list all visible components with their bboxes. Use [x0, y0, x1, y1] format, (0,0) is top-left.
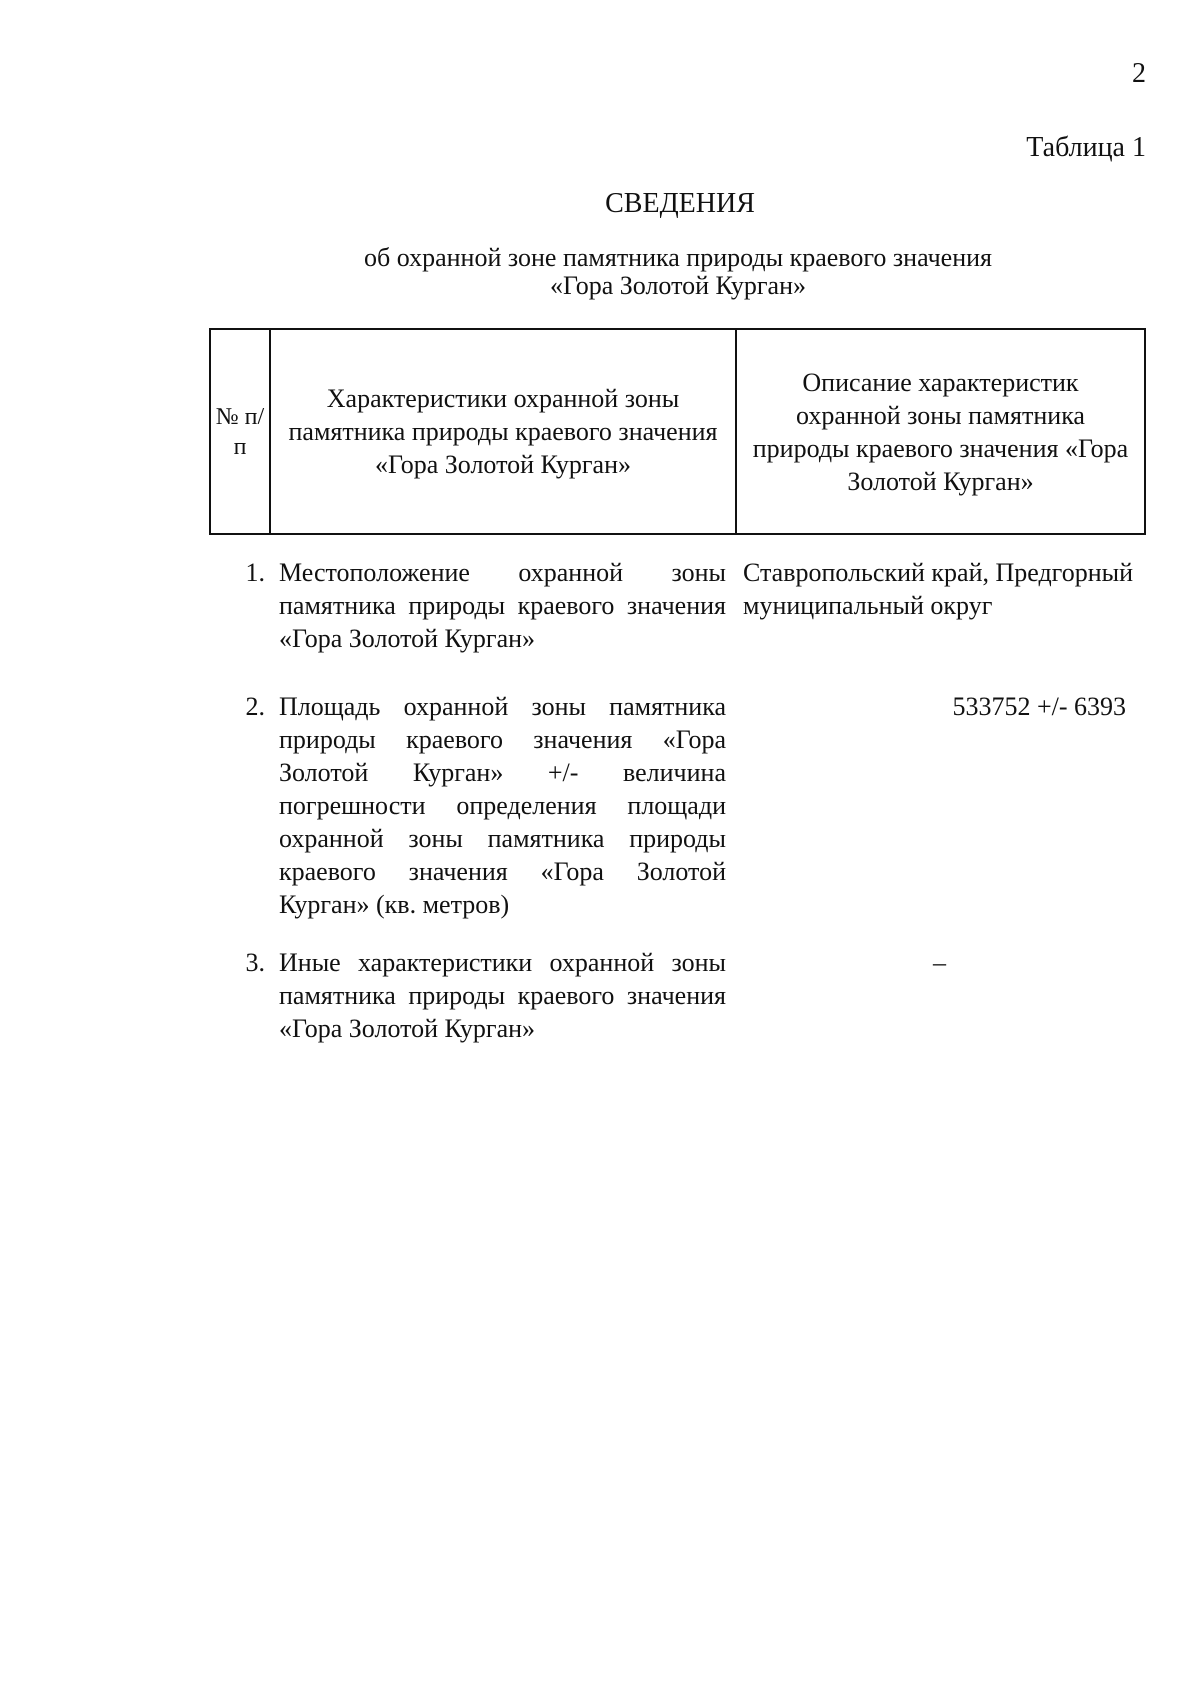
- row-characteristic: Местоположение охранной зоны памятника природы краевого значения «Гора Золотой Курган»: [279, 558, 726, 653]
- table-label: Таблица 1: [1026, 132, 1146, 163]
- row-number: 3.: [245, 948, 265, 977]
- document-title: СВЕДЕНИЯ: [605, 188, 755, 219]
- header-description-cell: Описание характеристик охранной зоны памятника природы краевого значения «Гора Золотой Курган»: [735, 330, 1144, 533]
- row-description: 533752 +/- 6393: [952, 692, 1126, 721]
- table-header: [209, 328, 1146, 535]
- row-number: 2.: [245, 692, 265, 721]
- page-number: 2: [1132, 58, 1146, 89]
- row-characteristic: Иные характеристики охранной зоны памятника природы краевого значения «Гора Золотой Курган»: [279, 948, 726, 1043]
- header-characteristics-cell: Характеристики охранной зоны памятника природы краевого значения «Гора Золотой Курган»: [269, 330, 735, 533]
- row-characteristic: Площадь охранной зоны памятника природы краевого значения «Гора Золотой Курган» +/- величина погрешности определения площади охранной зоны памятника природы краевого значения «Гора Золотой Курган» (кв. метров): [279, 692, 726, 919]
- row-description: –: [933, 948, 946, 977]
- row-description: Ставропольский край, Предгорный муниципальный округ: [743, 558, 1133, 620]
- document-subtitle: об охранной зоне памятника природы краевого значения «Гора Золотой Курган»: [364, 243, 992, 300]
- header-number-cell: № п/п: [215, 403, 265, 460]
- row-number: 1.: [245, 558, 265, 587]
